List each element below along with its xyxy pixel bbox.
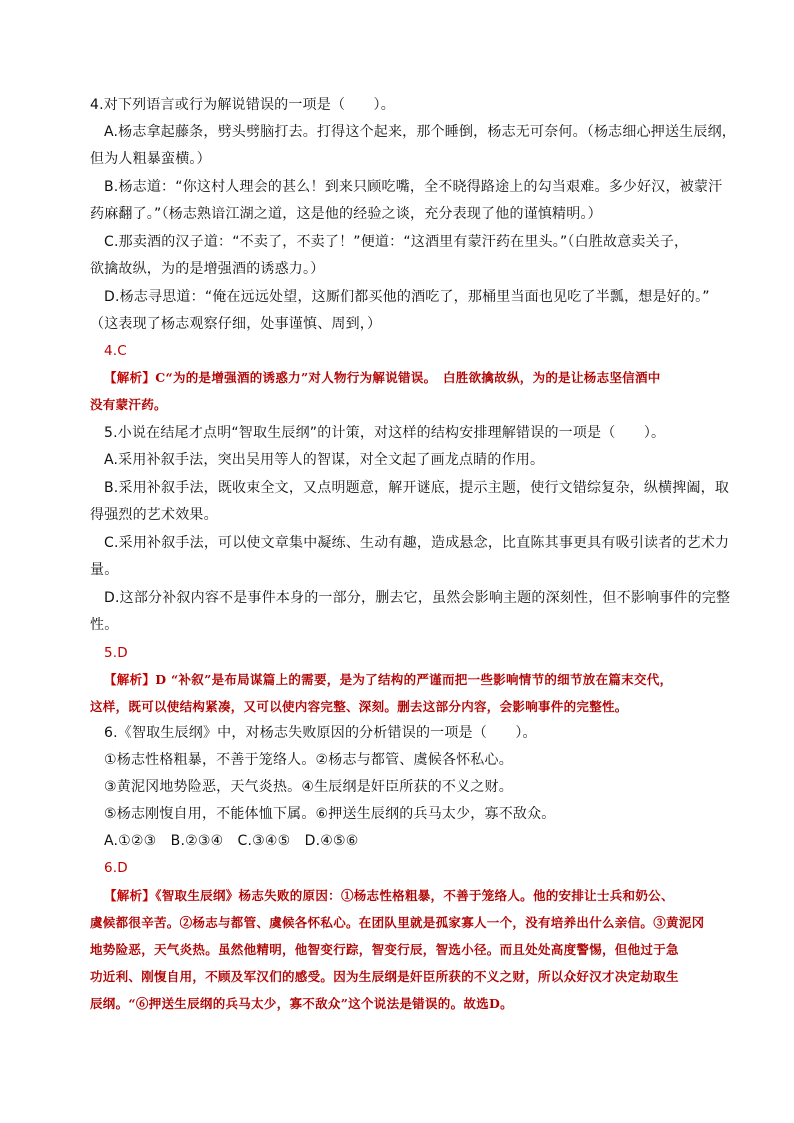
- q6-explanation-text: 《智取生辰纲》杨志失败的原因：①杨志性格粗暴，不善于笼络人。他的安排让士兵和奶公、: [155, 888, 674, 903]
- q4-option-c-cont: 欲擒故纵，为的是增强酒的诱惑力。）: [90, 261, 325, 277]
- q5-option-d-cont: 性。: [90, 617, 119, 633]
- q6-explanation-cont-4: 辰纲。“⑥押送生辰纲的兵马太少，寡不敌众”这个说法是错误的。故选D。: [90, 996, 513, 1011]
- q4-explanation: [104, 368, 734, 388]
- q6-answer: 6.D: [104, 860, 128, 876]
- q6-explanation-cont-1: 虞候都很辛苦。②杨志与都管、虞候各怀私心。在团队里就是孤家寡人一个，没有培养出什么亲信。③黄泥冈: [90, 915, 705, 930]
- q4-option-b-cont: 药麻翻了。”（杨志熟谙江湖之道，这是他的经验之谈，充分表现了他的谨慎精明。）: [90, 206, 602, 222]
- q6-statement-line-3: ⑤杨志刚愎自用，不能体恤下属。⑥押送生辰纲的兵马太少，寡不敌众。: [104, 806, 556, 822]
- q5-explanation: [104, 670, 734, 690]
- q5-answer: 5.D: [104, 645, 128, 661]
- explanation-tag: 【解析】: [104, 370, 156, 385]
- question-6-stem: 6.《智取生辰纲》中，对杨志失败原因的分析错误的一项是（ ）。: [104, 725, 537, 741]
- q5-option-c: C.采用补叙手法，可以使文章集中凝练、生动有趣，造成悬念，比直陈其事更具有吸引读者的艺术力: [104, 535, 730, 551]
- q5-option-a: A.采用补叙手法，突出吴用等人的智谋，对全文起了画龙点睛的作用。: [104, 452, 545, 468]
- q6-explanation: [104, 886, 734, 906]
- q4-option-d: D.杨志寻思道：“俺在远远处望，这厮们都买他的酒吃了，那桶里当面也见吃了半瓢，想是好的。”: [104, 289, 710, 305]
- q6-options: A.①②③ B.②③④ C.③④⑤ D.④⑤⑥: [104, 833, 359, 849]
- q6-statement-line-2: ③黄泥冈地势险恶，天气炎热。④生辰纲是奸臣所获的不义之财。: [104, 779, 513, 795]
- q6-explanation-cont-3: 功近利、刚愎自用，不顾及军汉们的感受。因为生辰纲是奸臣所获的不义之财，所以众好汉才决定劫取生: [90, 969, 679, 984]
- q5-explanation-cont: 这样，既可以使结构紧凑，又可以使内容完整、深刻。删去这部分内容，会影响事件的完整性。: [90, 699, 628, 714]
- q4-option-a-cont: 但为人粗暴蛮横。）: [90, 151, 211, 167]
- explanation-tag: 【解析】: [104, 672, 156, 687]
- q6-explanation-cont-2: 地势险恶，天气炎热。虽然他精明，他智变行踪，智变行辰，智选小径。而且处处高度警惕，但他过于急: [90, 942, 679, 957]
- q4-option-d-cont: （这表现了杨志观察仔细，处事谨慎、周到，）: [90, 316, 382, 332]
- q4-explanation-text: C“为的是增强酒的诱惑力”对人物行为解说错误。 白胜欲擒故纵，为的是让杨志坚信酒中: [155, 370, 661, 385]
- q5-explanation-text: D “补叙”是布局谋篇上的需要，是为了结构的严谨而把一些影响情节的细节放在篇末交代，: [155, 672, 673, 687]
- q4-explanation-cont: 没有蒙汗药。: [90, 397, 167, 412]
- q4-option-b: B.杨志道：“你这村人理会的甚么！到来只顾吃嘴，全不晓得路途上的勾当艰难。多少好汉，被蒙汗: [104, 179, 723, 195]
- q4-option-c: C.那卖酒的汉子道：“不卖了，不卖了！”便道：“这酒里有蒙汗药在里头。”（白胜故意卖关子，: [104, 234, 689, 250]
- q5-option-c-cont: 量。: [90, 562, 119, 578]
- q5-option-b: B.采用补叙手法，既收束全文，又点明题意，解开谜底，提示主题，使行文错综复杂，纵横捭阖，取: [104, 480, 730, 496]
- q5-option-d: D.这部分补叙内容不是事件本身的一部分，删去它，虽然会影响主题的深刻性，但不影响事件的完整: [104, 590, 731, 606]
- q5-option-b-cont: 得强烈的艺术效果。: [90, 507, 218, 523]
- q4-answer: 4.C: [104, 343, 127, 359]
- question-5-stem: 5.小说在结尾才点明“智取生辰纲”的计策，对这样的结构安排理解错误的一项是（ ）。: [104, 425, 666, 441]
- question-4-stem: 4.对下列语言或行为解说错误的一项是（ ）。: [90, 97, 395, 113]
- q6-statement-line-1: ①杨志性格粗暴，不善于笼络人。②杨志与都管、虞候各怀私心。: [104, 752, 513, 768]
- q4-option-a: A.杨志拿起藤条，劈头劈脑打去。打得这个起来，那个睡倒，杨志无可奈何。（杨志细心押送生辰纲，: [104, 124, 736, 140]
- explanation-tag: 【解析】: [104, 888, 156, 903]
